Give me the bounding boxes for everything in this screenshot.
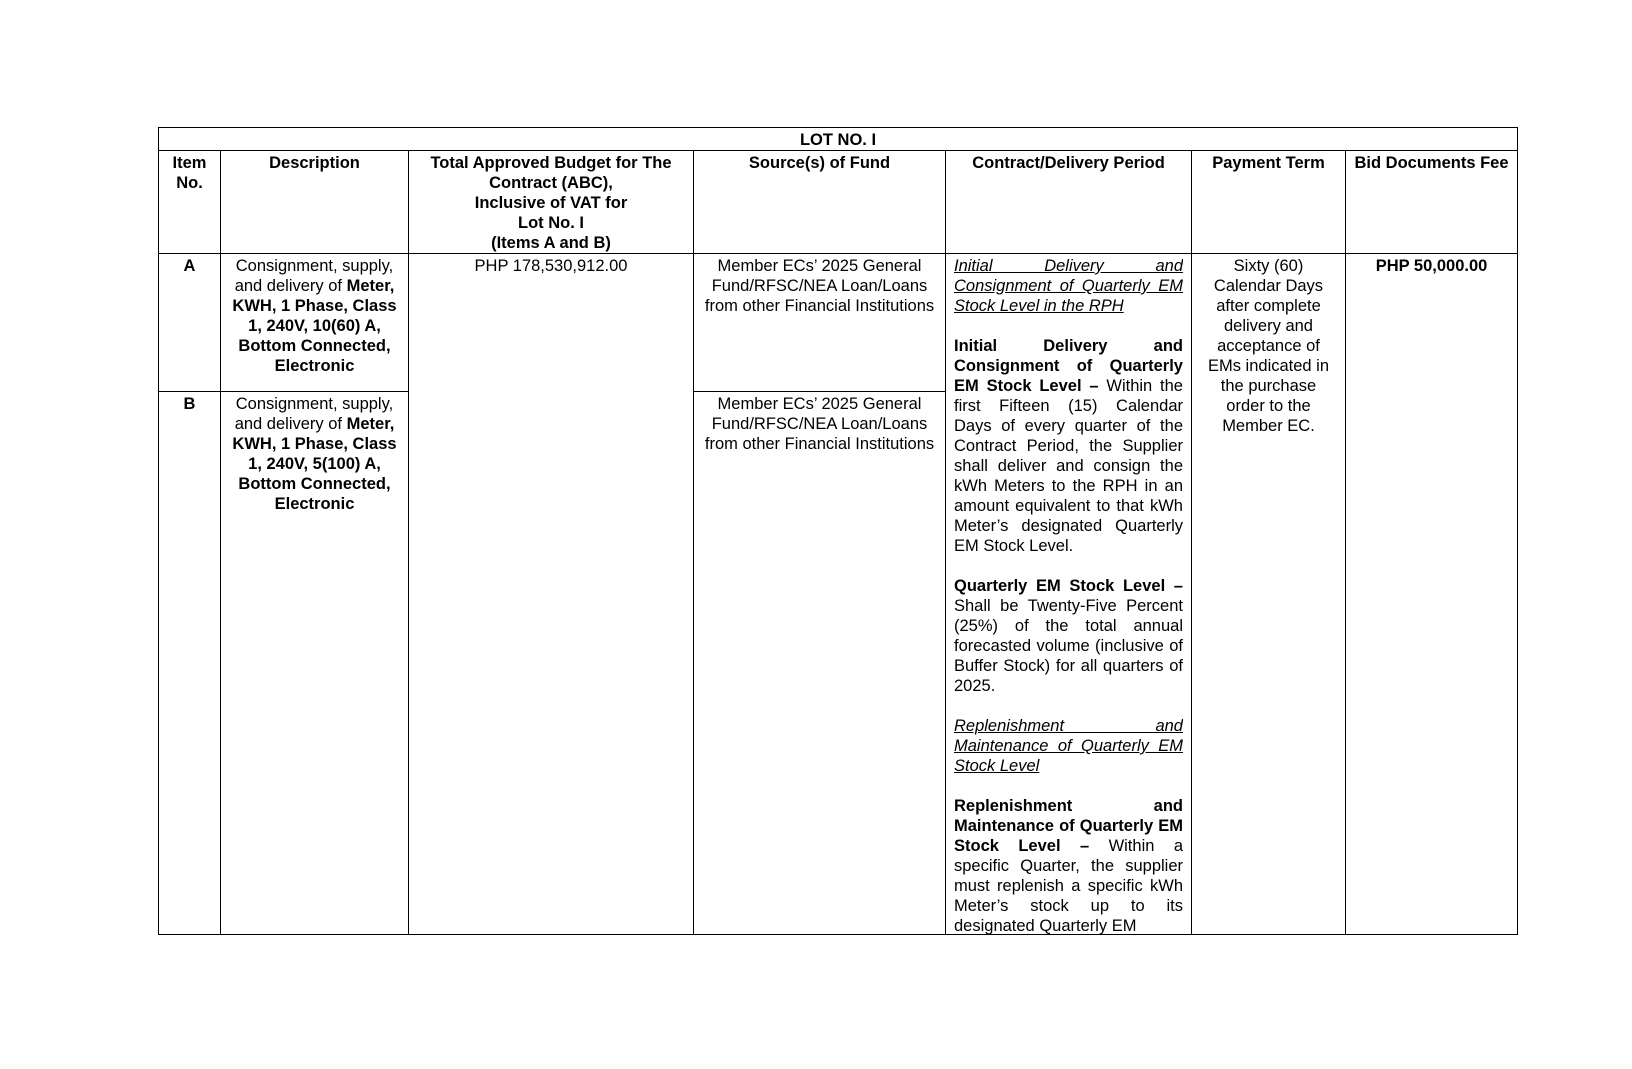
contract-paragraph-replenishment-text: Within a specific Quarter, the supplier must replenish a specific kWh Meter’s stock up to its designated Quarterly EM	[954, 837, 1183, 934]
contract-paragraph-initial-title: Initial Delivery and Consignment of Quarterly EM Stock Level –	[954, 337, 1183, 395]
header-description: Description	[221, 151, 409, 254]
header-abc-line1: Total Approved Budget for The Contract (ABC),	[430, 154, 672, 192]
description-prefix: Consignment, supply, and delivery of	[234, 257, 394, 295]
source-cell: Member ECs’ 2025 General Fund/RFSC/NEA Loan/Loans from other Financial Institutions	[694, 391, 946, 934]
contract-paragraph-initial-text: Within the first Fifteen (15) Calendar Days of every quarter of the Contract Period, the Supplier shall deliver and consign the kWh Meters to the RPH in an amount equivalent to that kWh Meter’s designated Quarterly EM Stock Level.	[954, 377, 1183, 555]
contract-period-cell	[946, 254, 1192, 935]
description-cell	[221, 254, 409, 392]
abc-amount-cell: PHP 178,530,912.00	[409, 254, 694, 935]
contract-paragraph-replenishment-title: Replenishment and Maintenance of Quarterly EM Stock Level –	[954, 797, 1183, 855]
item-no-cell: B	[159, 391, 221, 934]
item-no-cell: A	[159, 254, 221, 392]
contract-paragraph-stock-level-text: Shall be Twenty-Five Percent (25%) of the total annual forecasted volume (inclusive of Buffer Stock) for all quarters of 2025.	[954, 597, 1183, 695]
lot-table	[158, 127, 1518, 935]
contract-paragraph-stock-level	[954, 576, 1183, 696]
header-item-no: Item No.	[159, 151, 221, 254]
description-prefix: Consignment, supply, and delivery of	[234, 394, 394, 433]
description-cell	[221, 391, 409, 934]
contract-paragraph-stock-level-title: Quarterly EM Stock Level –	[954, 577, 1183, 595]
contract-paragraph-replenishment	[954, 796, 1183, 934]
description-spec: Meter, KWH, 1 Phase, Class 1, 240V, 5(100) A, Bottom Connected, Electronic	[232, 414, 397, 513]
header-abc-line4: (Items A and B)	[491, 234, 611, 252]
header-abc-line3: Lot No. I	[518, 214, 584, 232]
lot-title: LOT NO. I	[159, 128, 1518, 151]
contract-heading-initial: Initial Delivery and Consignment of Quarterly EM Stock Level in the RPH	[954, 257, 1183, 315]
header-row	[159, 151, 1518, 254]
header-abc-line2: Inclusive of VAT for	[474, 194, 628, 212]
header-contract-period: Contract/Delivery Period	[946, 151, 1192, 254]
header-bid-fee: Bid Documents Fee	[1346, 151, 1518, 254]
payment-term-cell: Sixty (60) Calendar Days after complete delivery and acceptance of EMs indicated in the purchase order to the Member EC.	[1192, 254, 1346, 935]
bid-fee-cell: PHP 50,000.00	[1346, 254, 1518, 935]
table-row	[159, 254, 1518, 392]
header-source: Source(s) of Fund	[694, 151, 946, 254]
description-spec: Meter, KWH, 1 Phase, Class 1, 240V, 10(60) A, Bottom Connected, Electronic	[232, 277, 397, 375]
contract-heading-replenishment: Replenishment and Maintenance of Quarterly EM Stock Level	[954, 717, 1183, 775]
header-payment-term: Payment Term	[1192, 151, 1346, 254]
source-cell: Member ECs’ 2025 General Fund/RFSC/NEA Loan/Loans from other Financial Institutions	[694, 254, 946, 392]
header-abc	[409, 151, 694, 254]
contract-paragraph-initial	[954, 336, 1183, 556]
